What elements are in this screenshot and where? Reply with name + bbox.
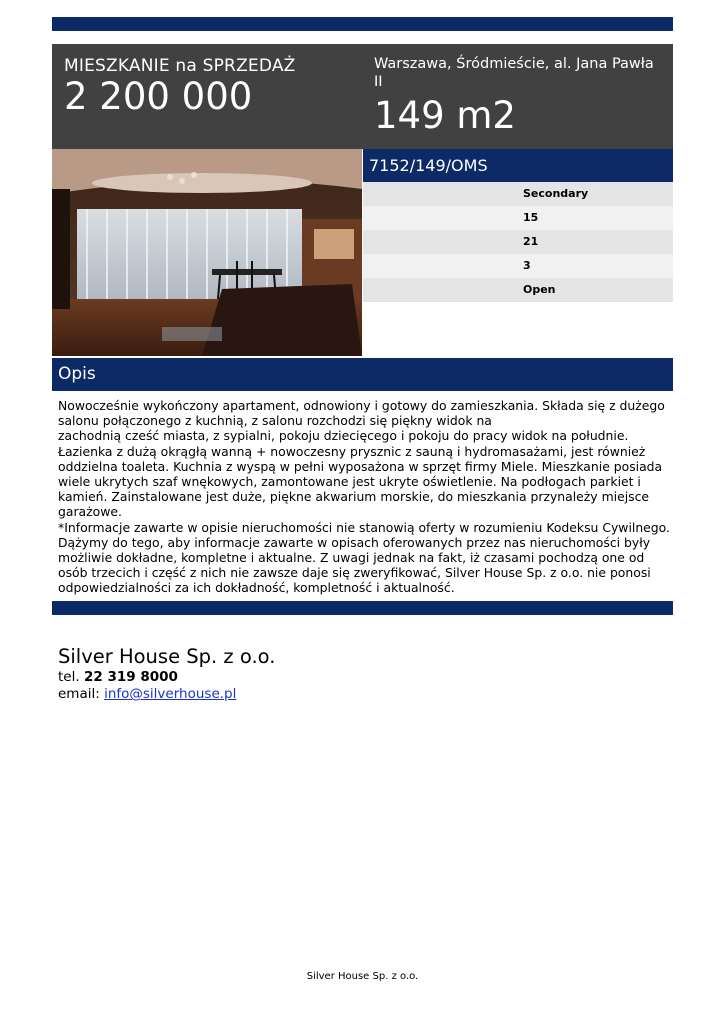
description-paragraph: zachodnią cześć miasta, z sypialni, pokoju dziecięcego i pokoju do pracy widok na południe. Łazienka z dużą okrągłą wanną + nowoczesny prysznic z sauną i hydromasażami, jest również oddzielna toaleta. Kuchnia z wyspą w pełni wyposażona w sprzęt firmy Miele. Mieszkanie posiada wiele ukrytych szaf wnękowych, zamontowane jest ukryte oświetlenie. Na podłogach parkiet i kamień. Zainstalowane jest duże, piękne akwarium morskie, do mieszkania przynależy miejsce garażowe. <box>58 428 663 520</box>
listing-area: 149 m2 <box>374 94 516 137</box>
listing-address: Warszawa, Śródmieście, al. Jana Pawła II <box>374 56 654 90</box>
living-room-image <box>52 149 362 356</box>
listing-type: MIESZKANIE na SPRZEDAŻ <box>64 56 296 76</box>
phone-number: 22 319 8000 <box>83 669 178 685</box>
apartment-photo <box>52 149 362 356</box>
header-left <box>64 56 364 118</box>
phone-label: tel. <box>58 669 80 685</box>
description-heading: Opis <box>52 358 673 391</box>
param-row-floor: 15 <box>363 206 673 230</box>
header-right <box>374 55 666 137</box>
param-row-floors-total: 21 <box>363 230 673 254</box>
page-footer: Silver House Sp. z o.o. <box>306 971 419 982</box>
listing-header <box>52 44 673 149</box>
description-paragraph: Nowocześnie wykończony apartament, odnowiony i gotowy do zamieszkania. Składa się z dużego salonu połączonego z kuchnią, z salonu rozchodzi się piękny widok na <box>58 398 665 429</box>
param-row-kitchen: Open <box>363 278 673 302</box>
description-body <box>58 398 670 596</box>
section-divider-bar <box>52 601 673 615</box>
top-divider-bar <box>52 17 673 31</box>
phone-line <box>58 669 275 686</box>
email-label: email: <box>58 686 100 702</box>
disclaimer-paragraph: *Informacje zawarte w opisie nieruchomości nie stanowią oferty w rozumieniu Kodeksu Cywilnego. Dążymy do tego, aby informacje zawarte w opisach oferowanych przez nas nieruchomości były możliwie dokładne, kompletne i aktualne. Z uwagi jednak na fakt, iż czasami pochodzą one od osób trzecich i część z nich nie zawsze daje się zweryfikować, Silver House Sp. z o.o. nie ponosi odpowiedzialności za ich dokładność, kompletność i aktualność. <box>58 519 670 596</box>
reference-number: 7152/149/OMS <box>363 149 673 182</box>
agency-contact <box>58 645 275 703</box>
listing-price: 2 200 000 <box>64 75 253 118</box>
agency-name: Silver House Sp. z o.o. <box>58 645 276 668</box>
email-line <box>58 686 275 703</box>
email-link[interactable]: info@silverhouse.pl <box>104 686 237 702</box>
parameter-list <box>363 182 673 302</box>
param-row-market: Secondary <box>363 182 673 206</box>
param-row-rooms: 3 <box>363 254 673 278</box>
